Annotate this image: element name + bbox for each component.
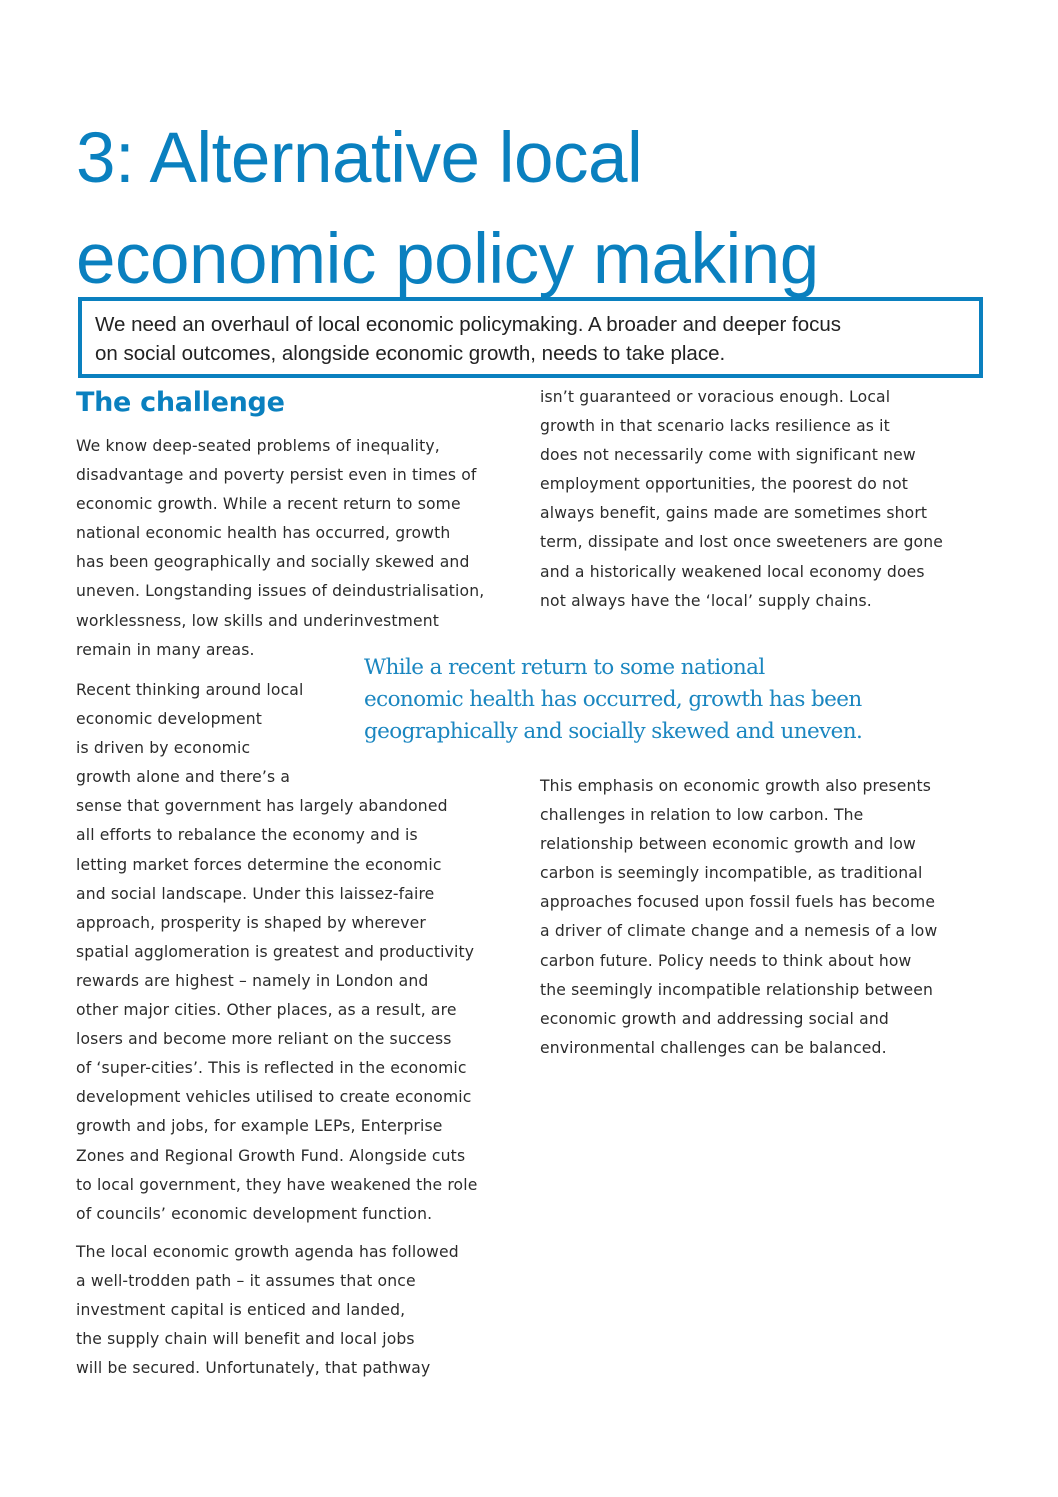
page-title — [76, 108, 819, 310]
text-line: challenges in relation to low carbon. The — [540, 806, 864, 825]
text-line: environmental challenges can be balanced. — [540, 1038, 887, 1057]
text-line: This emphasis on economic growth also presents — [540, 777, 932, 795]
text-line: The local economic growth agenda has followed — [76, 1243, 459, 1261]
right-column-paragraph-2 — [540, 772, 937, 1063]
text-line: rewards are highest – namely in London and — [76, 971, 429, 990]
text-line: growth and jobs, for example LEPs, Enterprise — [76, 1117, 443, 1136]
text-line: always benefit, gains made are sometimes short — [540, 504, 928, 523]
text-line: of ‘super-cities’. This is reflected in the economic — [76, 1059, 467, 1078]
callout-line: We need an overhaul of local economic policymaking. A broader and deeper focus — [95, 313, 842, 336]
text-line: growth alone and there’s a — [76, 768, 291, 787]
pull-quote-line: geographically and socially skewed and uneven. — [364, 719, 863, 744]
pull-quote — [364, 652, 862, 748]
text-line: term, dissipate and lost once sweeteners are gone — [540, 533, 943, 552]
text-line: relationship between economic growth and low — [540, 835, 916, 854]
text-line: a well-trodden path – it assumes that once — [76, 1272, 416, 1291]
right-column-paragraph-1 — [540, 383, 943, 616]
text-line: sense that government has largely abandoned — [76, 797, 448, 816]
text-line: approach, prosperity is shaped by wherever — [76, 913, 426, 932]
text-line: worklessness, low skills and underinvestment — [76, 611, 439, 630]
text-line: growth in that scenario lacks resilience as it — [540, 417, 890, 436]
page-title-line: 3: Alternative local — [76, 119, 643, 198]
pull-quote-line: While a recent return to some national — [364, 655, 765, 680]
section-heading-the-challenge: The challenge — [76, 387, 285, 418]
text-line: carbon is seemingly incompatible, as traditional — [540, 864, 923, 883]
text-line: spatial agglomeration is greatest and productivity — [76, 942, 475, 961]
text-line: economic development — [76, 710, 263, 729]
intro-callout-text — [95, 310, 975, 368]
text-line: the seemingly incompatible relationship between — [540, 980, 933, 999]
text-line: uneven. Longstanding issues of deindustrialisation, — [76, 582, 485, 601]
text-line: of councils’ economic development function. — [76, 1204, 433, 1223]
text-line: has been geographically and socially skewed and — [76, 553, 470, 572]
text-line: investment capital is enticed and landed, — [76, 1301, 406, 1320]
page-title-line: economic policy making — [76, 220, 819, 299]
callout-line: on social outcomes, alongside economic growth, needs to take place. — [95, 342, 726, 365]
text-line: disadvantage and poverty persist even in times of — [76, 466, 477, 485]
text-line: development vehicles utilised to create economic — [76, 1088, 472, 1107]
text-line: and social landscape. Under this laissez-faire — [76, 884, 435, 903]
text-line: will be secured. Unfortunately, that pathway — [76, 1359, 431, 1378]
text-line: to local government, they have weakened the role — [76, 1175, 478, 1194]
pull-quote-line: economic health has occurred, growth has been — [364, 687, 862, 712]
text-line: other major cities. Other places, as a result, are — [76, 1001, 457, 1020]
text-line: approaches focused upon fossil fuels has become — [540, 893, 936, 912]
text-line: Zones and Regional Growth Fund. Alongside cuts — [76, 1146, 466, 1165]
text-line: not always have the ‘local’ supply chains. — [540, 591, 872, 610]
left-column-paragraph-1 — [76, 432, 484, 665]
text-line: the supply chain will benefit and local jobs — [76, 1330, 415, 1349]
text-line: We know deep-seated problems of inequality, — [76, 437, 440, 455]
left-column-paragraph-2 — [76, 676, 477, 1229]
text-line: carbon future. Policy needs to think about how — [540, 951, 912, 970]
text-line: economic growth. While a recent return to some — [76, 495, 461, 514]
text-line: isn’t guaranteed or voracious enough. Local — [540, 388, 891, 406]
text-line: national economic health has occurred, growth — [76, 524, 451, 543]
text-line: remain in many areas. — [76, 640, 255, 659]
text-line: does not necessarily come with significant new — [540, 446, 916, 465]
text-line: is driven by economic — [76, 739, 251, 758]
text-line: economic growth and addressing social and — [540, 1009, 889, 1028]
text-line: a driver of climate change and a nemesis of a low — [540, 922, 938, 941]
text-line: losers and become more reliant on the success — [76, 1030, 452, 1049]
text-line: employment opportunities, the poorest do not — [540, 475, 909, 494]
text-line: and a historically weakened local economy does — [540, 562, 925, 581]
intro-callout-box — [78, 297, 983, 378]
left-column-paragraph-3 — [76, 1238, 459, 1383]
text-line: Recent thinking around local — [76, 681, 304, 699]
text-line: letting market forces determine the economic — [76, 855, 442, 874]
text-line: all efforts to rebalance the economy and is — [76, 826, 418, 845]
